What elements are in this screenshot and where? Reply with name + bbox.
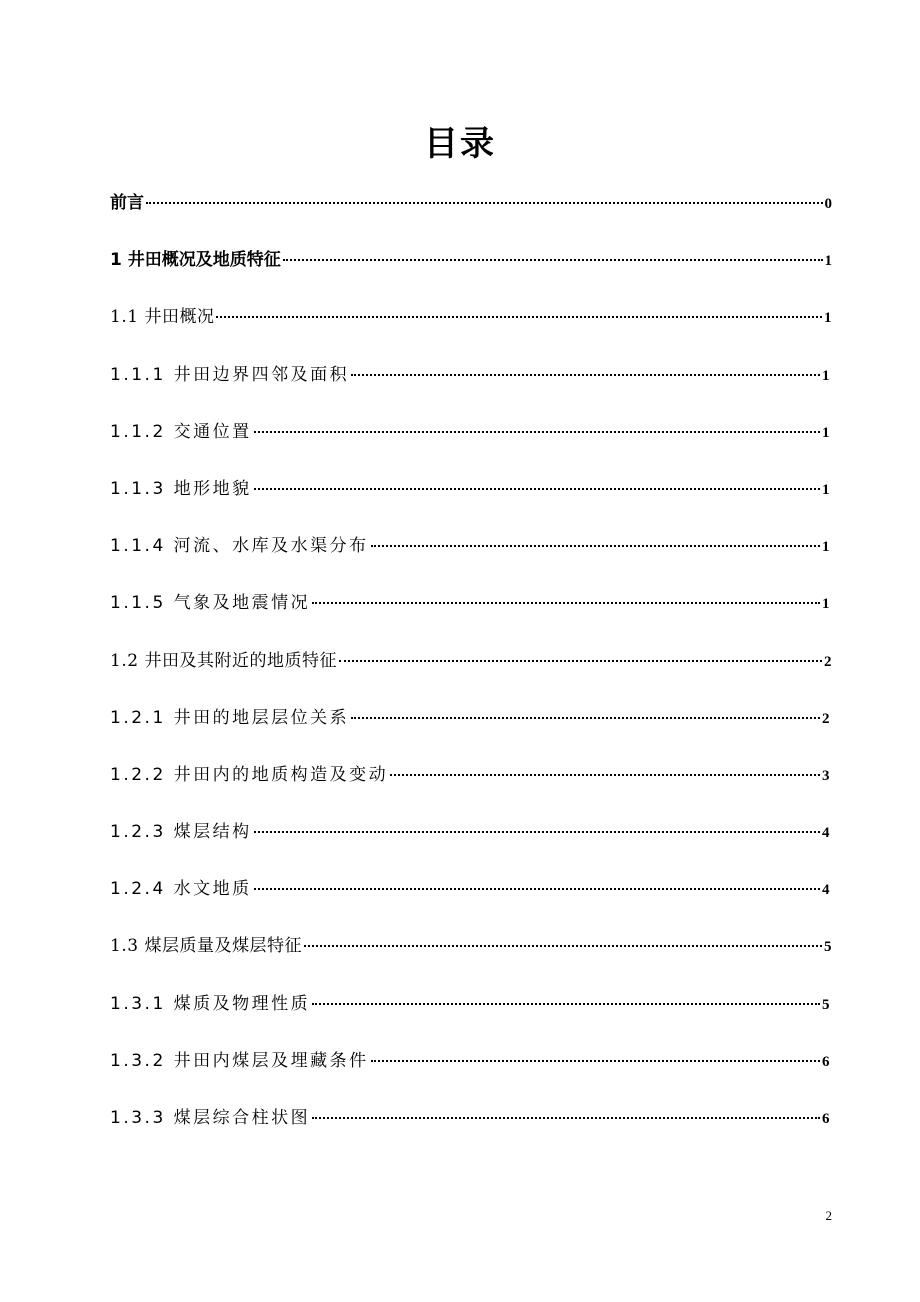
toc-entry[interactable]: [110, 1043, 832, 1100]
toc-entry[interactable]: [110, 814, 832, 871]
toc-entry-page: 1: [822, 596, 832, 613]
toc-title: 目录: [424, 124, 496, 164]
toc-entry[interactable]: [110, 871, 832, 928]
toc-entry-label: 1.2 井田及其附近的地质特征: [110, 650, 337, 671]
toc-dot-leader: [254, 831, 820, 833]
toc-dot-leader: [371, 1060, 820, 1062]
toc-entry-page: 1: [822, 424, 832, 441]
toc-entry-label: 1.2.2 井田内的地质构造及变动: [110, 764, 389, 785]
toc-entry-page: 1: [822, 539, 832, 556]
toc-dot-leader: [254, 488, 820, 490]
toc-entry[interactable]: [110, 528, 832, 585]
table-of-contents: [110, 185, 832, 1157]
toc-entry-page: 2: [824, 653, 832, 670]
toc-dot-leader: [146, 202, 823, 204]
toc-entry-page: 6: [822, 1053, 832, 1070]
toc-entry[interactable]: [110, 357, 832, 414]
toc-dot-leader: [351, 374, 820, 376]
toc-entry[interactable]: [110, 1100, 832, 1157]
toc-dot-leader: [390, 774, 820, 776]
toc-entry-label: 1.1 井田概况: [110, 307, 215, 328]
toc-entry-page: 2: [822, 710, 832, 727]
toc-entry-label: 1.2.3 煤层结构: [110, 822, 252, 843]
toc-dot-leader: [312, 1117, 820, 1119]
toc-entry-label: 1.1.1 井田边界四邻及面积: [110, 364, 350, 385]
toc-entry-page: 4: [822, 825, 832, 842]
toc-entry-label: 1.2.1 井田的地层层位关系: [110, 707, 350, 728]
toc-entry-page: 1: [822, 367, 832, 384]
toc-entry[interactable]: [110, 643, 832, 700]
toc-dot-leader: [254, 431, 820, 433]
toc-entry[interactable]: [110, 471, 832, 528]
toc-entry-page: 5: [824, 939, 832, 956]
toc-entry-label: 1.2.4 水文地质: [110, 879, 252, 900]
page-number: 2: [825, 1208, 832, 1223]
toc-entry-label: 1.3.2 井田内煤层及埋藏条件: [110, 1050, 369, 1071]
toc-entry-page: 0: [824, 196, 832, 212]
toc-entry[interactable]: [110, 242, 832, 299]
toc-dot-leader: [312, 602, 820, 604]
toc-dot-leader: [351, 717, 820, 719]
toc-entry-page: 1: [824, 310, 832, 327]
toc-dot-leader: [312, 1003, 820, 1005]
toc-entry[interactable]: [110, 986, 832, 1043]
toc-entry-page: 1: [824, 253, 832, 270]
toc-dot-leader: [254, 888, 820, 890]
toc-dot-leader: [339, 660, 822, 662]
toc-dot-leader: [304, 945, 822, 947]
toc-entry-label: 1.1.2 交通位置: [110, 421, 252, 442]
toc-entry-label: 1.1.4 河流、水库及水渠分布: [110, 536, 369, 557]
toc-entry-page: 1: [822, 481, 832, 498]
toc-entry[interactable]: [110, 414, 832, 471]
toc-entry[interactable]: [110, 757, 832, 814]
toc-entry-label: 前言: [110, 193, 144, 213]
toc-entry-label: 1.3.1 煤质及物理性质: [110, 993, 311, 1014]
toc-dot-leader: [371, 545, 820, 547]
toc-dot-leader: [283, 259, 823, 261]
toc-entry-page: 3: [822, 767, 832, 784]
toc-entry-label: 1.1.3 地形地貌: [110, 478, 252, 499]
toc-entry-page: 4: [822, 882, 832, 899]
toc-entry[interactable]: [110, 299, 832, 356]
toc-entry[interactable]: [110, 185, 832, 242]
toc-dot-leader: [216, 316, 822, 318]
toc-entry[interactable]: [110, 700, 832, 757]
toc-entry-label: 1 井田概况及地质特征: [110, 250, 281, 271]
toc-entry[interactable]: [110, 585, 832, 642]
toc-entry-label: 1.3 煤层质量及煤层特征: [110, 936, 302, 957]
toc-entry[interactable]: [110, 928, 832, 985]
toc-entry-page: 5: [822, 996, 832, 1013]
toc-entry-label: 1.1.5 气象及地震情况: [110, 593, 311, 614]
toc-entry-page: 6: [822, 1111, 832, 1127]
toc-entry-label: 1.3.3 煤层综合柱状图: [110, 1108, 311, 1128]
